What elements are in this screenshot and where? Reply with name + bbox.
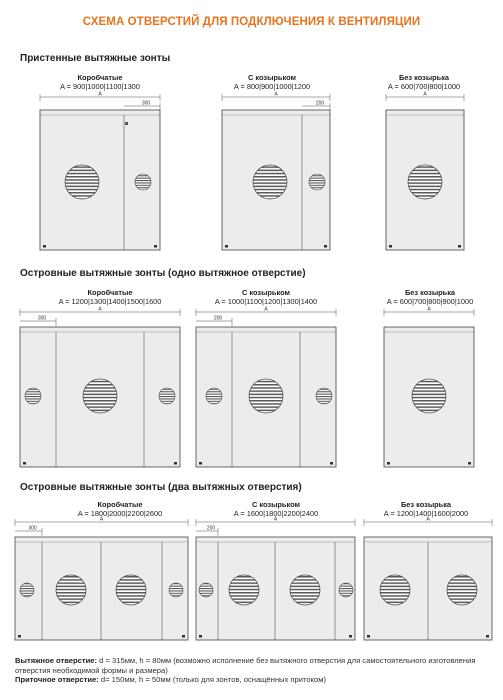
- page-title: СХЕМА ОТВЕРСТИЙ ДЛЯ ПОДКЛЮЧЕНИЯ К ВЕНТИЛЯЦИИ: [82, 16, 421, 28]
- caption-wall-visor: С козырьком A = 800|900|1000|1200: [233, 73, 311, 91]
- supply-icon-island2-box-right: [169, 583, 183, 597]
- exhaust-icon-island2-novisor-left: [380, 575, 410, 605]
- supply-icon-island-box-left: [25, 388, 41, 404]
- dim-island-novisor-label: A: [427, 306, 431, 313]
- offset-wall-visor-label: 200: [315, 100, 325, 107]
- offset-island2-box-label: 300: [28, 525, 37, 532]
- exhaust-icon-island2-visor-right: [290, 575, 320, 605]
- offset-island-visor-label: 200: [213, 315, 223, 322]
- offset-wall-box-label: 300: [141, 100, 151, 107]
- exhaust-icon-island2-box-left: [56, 575, 86, 605]
- caption-island-visor: С козырьком A = 1000|1100|1200|1300|1400: [214, 288, 318, 306]
- exhaust-icon-wall-novisor: [408, 165, 442, 199]
- caption-island-box: Коробчатые A = 1200|1300|1400|1500|1600: [58, 288, 162, 306]
- caption-island2-visor: С козырьком A = 1600|1800|2200|2400: [233, 500, 319, 518]
- offset-island2-visor-label: 200: [206, 525, 216, 532]
- exhaust-icon-wall-visor: [253, 165, 287, 199]
- supply-icon-island2-visor-left: [199, 583, 213, 597]
- dim-island-visor-label: A: [264, 306, 268, 313]
- dim-island2-box-label: A: [99, 516, 104, 523]
- exhaust-icon-island-visor: [249, 379, 283, 413]
- supply-icon-island-visor-left: [206, 388, 222, 404]
- caption-island2-box: Коробчатые A = 1800|2000|2200|2600: [77, 500, 163, 518]
- exhaust-icon-island2-box-right: [116, 575, 146, 605]
- exhaust-icon-island-novisor: [412, 379, 446, 413]
- section-heading-island-two: Островные вытяжные зонты (два вытяжных отверстия): [20, 482, 302, 493]
- exhaust-icon-island-box: [83, 379, 117, 413]
- caption-island2-novisor: Без козырька A = 1200|1400|1600|2000: [383, 500, 469, 518]
- dim-wall-visor-label: A: [274, 91, 278, 98]
- supply-icon-wall-visor: [309, 174, 325, 190]
- caption-wall-box: Коробчатые A = 900|1000|1100|1300: [60, 73, 140, 91]
- note-supply: Приточное отверстие: d= 150мм, h = 50мм (только для зонтов, оснащённых притоком): [15, 675, 326, 685]
- panel-island2-visor: [196, 537, 355, 640]
- supply-icon-wall-box: [135, 174, 151, 190]
- exhaust-icon-island2-novisor-right: [447, 575, 477, 605]
- exhaust-icon-island2-visor-left: [229, 575, 259, 605]
- supply-icon-island2-box-left: [20, 583, 34, 597]
- caption-island-novisor: Без козырька A = 600|700|800|900|1000: [386, 288, 474, 306]
- dim-wall-novisor-label: A: [423, 91, 427, 98]
- caption-wall-novisor: Без козырька A = 600|700|800|1000: [387, 73, 461, 91]
- dim-wall-box-label: A: [98, 91, 102, 98]
- supply-icon-island2-visor-right: [339, 583, 353, 597]
- supply-icon-island-box-right: [159, 388, 175, 404]
- dim-island2-novisor-label: A: [426, 516, 430, 523]
- note-exhaust: Вытяжное отверстие: d = 315мм, h = 80мм (возможно исполнение без вытяжного отверстия для самостоятельного изготовления отверстия необходимой формы и размера): [15, 656, 476, 675]
- dim-island2-visor-label: A: [273, 516, 278, 523]
- dim-island-box-label: A: [98, 306, 102, 313]
- notes-block: [15, 656, 495, 685]
- offset-island-box-label: 300: [37, 315, 47, 322]
- section-heading-wall: Пристенные вытяжные зонты: [20, 53, 171, 64]
- section-heading-island-one: Островные вытяжные зонты (одно вытяжное отверстие): [20, 268, 306, 279]
- exhaust-icon-wall-box: [65, 165, 99, 199]
- supply-icon-island-visor-right: [316, 388, 332, 404]
